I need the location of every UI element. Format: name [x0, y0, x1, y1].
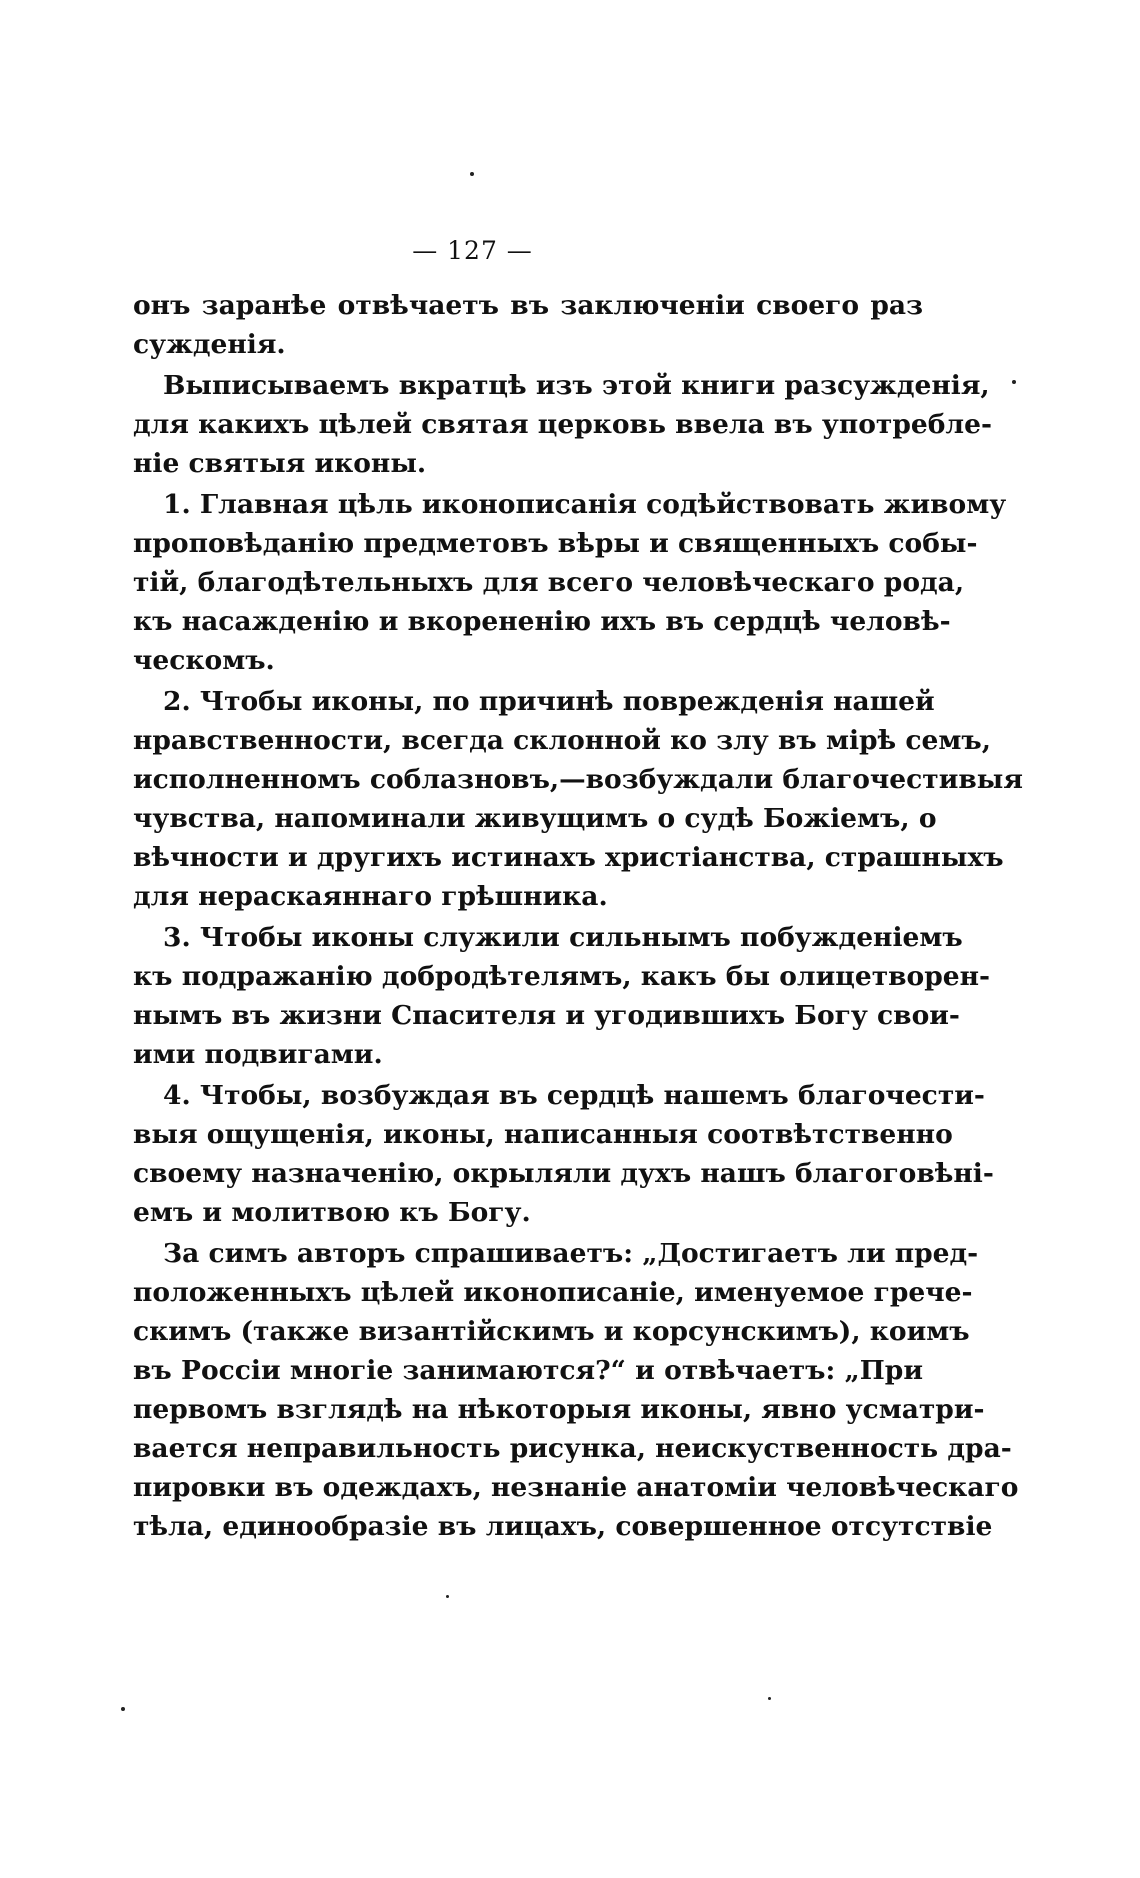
- text-line: своему назначенію, окрыляли духъ нашъ благоговѣні-: [133, 1158, 994, 1189]
- text-line: сужденія.: [133, 329, 286, 360]
- text-line: нравственности, всегда склонной ко злу въ мірѣ семъ,: [133, 725, 991, 756]
- text-line: 1. Главная цѣль иконописанія содѣйствовать живому: [163, 489, 1007, 520]
- text-line: выя ощущенія, иконы, написанныя соотвѣтственно: [133, 1119, 953, 1150]
- text-line: исполненномъ соблазновъ,—возбуждали благочестивыя: [133, 764, 1023, 795]
- text-line: 2. Чтобы иконы, по причинѣ поврежденія нашей: [163, 686, 935, 717]
- text-line: тій, благодѣтельныхъ для всего человѣческаго рода,: [133, 567, 965, 598]
- text-line: тѣла, единообразіе въ лицахъ, совершенное отсутствіе: [133, 1511, 993, 1542]
- text-line: нымъ въ жизни Спасителя и угодившихъ Богу свои-: [133, 1000, 960, 1031]
- page-number: — 127 —: [412, 236, 533, 265]
- text-line: За симъ авторъ спрашиваетъ: „Достигаетъ ли пред-: [163, 1238, 979, 1269]
- text-line: вѣчности и другихъ истинахъ христіанства, страшныхъ: [133, 842, 1004, 873]
- text-line: ніе святыя иконы.: [133, 448, 427, 479]
- text-line: къ подражанію добродѣтелямъ, какъ бы олицетворен-: [133, 961, 990, 992]
- text-line: для нераскаяннаго грѣшника.: [133, 881, 608, 912]
- text-line: 3. Чтобы иконы служили сильнымъ побужденіемъ: [163, 922, 963, 953]
- text-line: чувства, напоминали живущимъ о судѣ Божіемъ, о: [133, 803, 937, 834]
- text-line: ими подвигами.: [133, 1039, 383, 1070]
- text-line: въ Россіи многіе занимаются?“ и отвѣчаетъ: „При: [133, 1355, 923, 1386]
- text-line: 4. Чтобы, возбуждая въ сердцѣ нашемъ благочести-: [163, 1080, 985, 1111]
- text-line: первомъ взглядѣ на нѣкоторыя иконы, явно усматри-: [133, 1394, 985, 1425]
- text-line: положенныхъ цѣлей иконописаніе, именуемое грече-: [133, 1277, 973, 1308]
- text-line: вается неправильность рисунка, неискуственность дра-: [133, 1433, 1012, 1464]
- text-line: пировки въ одеждахъ, незнаніе анатоміи человѣческаго: [133, 1472, 1019, 1503]
- text-line: емъ и молитвою къ Богу.: [133, 1197, 531, 1228]
- text-line: Выписываемъ вкратцѣ изъ этой книги разсужденія,: [163, 370, 990, 401]
- text-line: онъ заранѣе отвѣчаетъ въ заключеніи своего раз: [133, 290, 923, 321]
- scan-speck: [121, 1707, 125, 1711]
- scan-speck: [768, 1697, 771, 1700]
- scan-speck: [470, 172, 474, 176]
- body-text: [133, 286, 1023, 1546]
- scan-speck: [446, 1595, 449, 1598]
- text-line: ческомъ.: [133, 645, 275, 676]
- scan-speck: [1012, 380, 1016, 384]
- text-line: скимъ (также византійскимъ и корсунскимъ), коимъ: [133, 1316, 970, 1347]
- text-line: къ насажденію и вкорененію ихъ въ сердцѣ человѣ-: [133, 606, 951, 637]
- text-line: для какихъ цѣлей святая церковь ввела въ употребле-: [133, 409, 992, 440]
- text-line: проповѣданію предметовъ вѣры и священныхъ собы-: [133, 528, 978, 559]
